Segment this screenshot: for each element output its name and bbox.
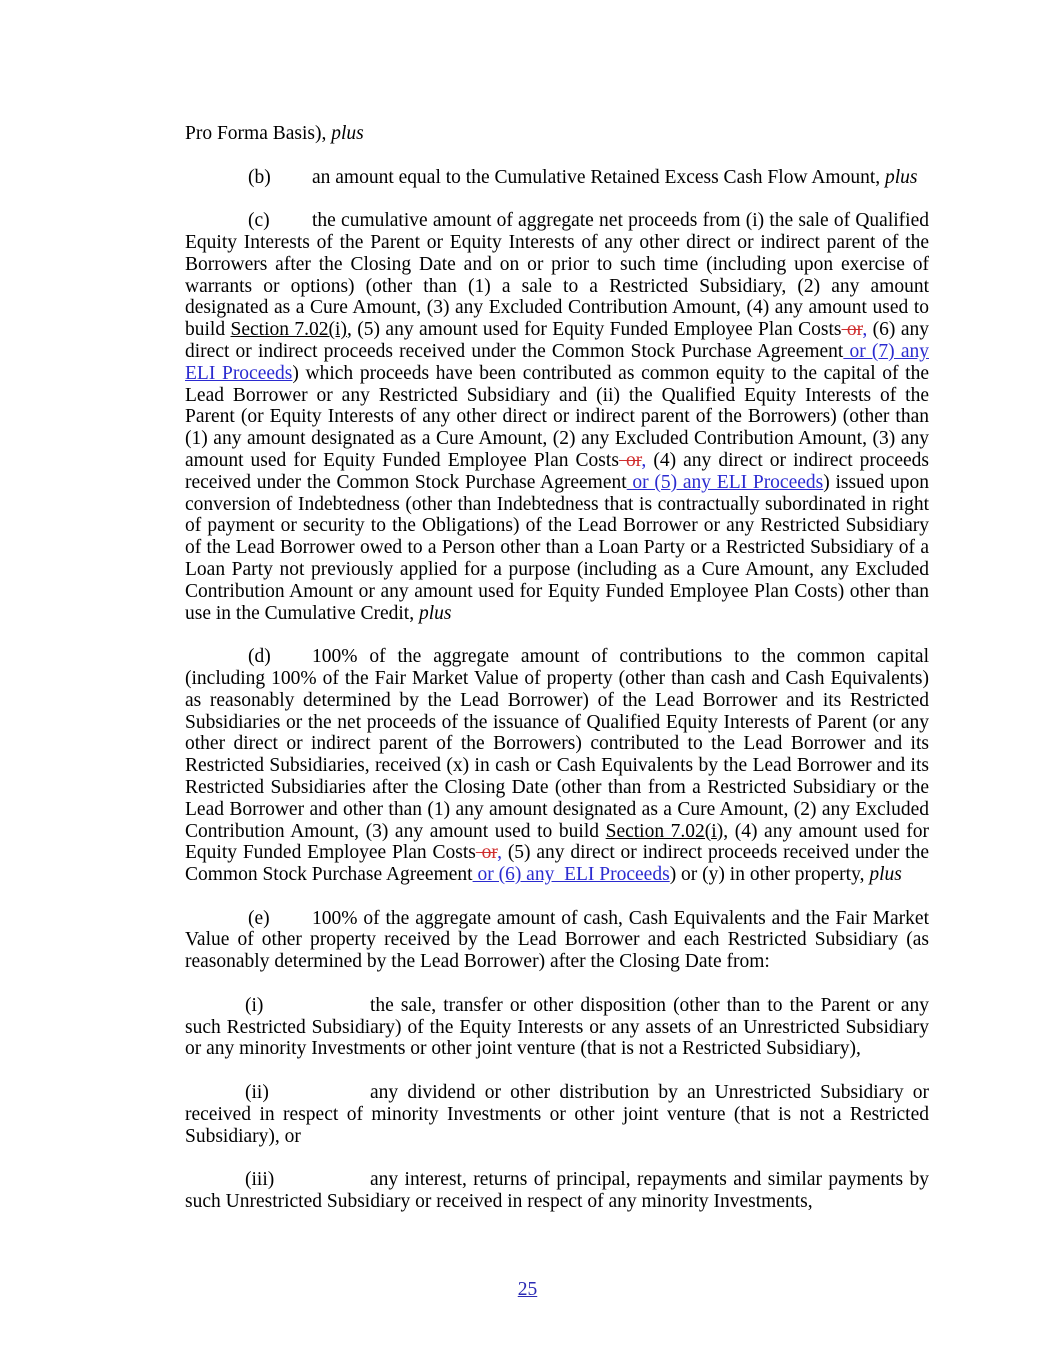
paragraph-b-plus-italic: plus — [885, 166, 918, 188]
inserted-text: or (5) any ELI Proceeds — [626, 471, 824, 493]
paragraph-c-text: , (5) any amount used for Equity Funded Employee Plan Costs — [346, 319, 842, 341]
paragraph-c-text: ) issued upon conversion of Indebtedness (other than Indebtedness that is contractually subordinated in right of payment or security to the Obligations) of the Lead Borrower or any Restricted Subsidiary of the Lead Borrower owed to a Person other than a Loan Party or a Restricted Subsidiary of a Loan Party not previously applied for a purpose (including as a Cure Amount, any Excluded Contribution Amount or any amount used for Equity Funded Employee Plan Costs) other than use in the Cumulative Credit, — [185, 471, 929, 624]
paragraph-b-label: (b) — [248, 166, 271, 188]
paragraph-c-plus-italic: plus — [418, 602, 452, 624]
paragraph-e — [185, 908, 929, 973]
paragraph-d-text: (5) any direct or indirect proceeds received under the Common Stock Purchase Agreement — [185, 842, 929, 886]
paragraph-d-label: (d) — [248, 646, 271, 668]
paragraph-d-plus-italic: plus — [869, 864, 902, 886]
inserted-text: or (7) any ELI Proceeds — [185, 340, 929, 384]
clause-i — [185, 995, 929, 1060]
clause-iii-text: any interest, returns of principal, repayments and similar payments by such Unrestricted Subsidiary or received in respect of any minority Investments, — [185, 1169, 929, 1213]
paragraph-c — [185, 210, 929, 624]
inserted-text: or (6) any ELI Proceeds — [472, 864, 670, 886]
inserted-text: , — [862, 319, 868, 341]
section-reference: Section 7.02(i), — [605, 820, 729, 842]
paragraph-c-label: (c) — [248, 210, 270, 232]
inserted-text: , — [641, 449, 647, 471]
clause-i-text: the sale, transfer or other disposition (other than to the Parent or any such Restricted Subsidiary) of the Equity Interests or any assets of an Unrestricted Subsidiary or any minority Investments or other joint venture (that is not a Restricted Subsidiary), — [185, 994, 929, 1060]
clause-ii-text: any dividend or other distribution by an Unrestricted Subsidiary or received in respect of minority Investments or other joint venture (that is not a Restricted Subsidiary), or — [185, 1082, 929, 1147]
paragraph-b-text: an amount equal to the Cumulative Retained Excess Cash Flow Amount, — [312, 166, 885, 188]
deleted-text: or — [618, 449, 642, 471]
paragraph-c-text: ) which proceeds have been contributed as common equity to the capital of the Lead Borrower or any Restricted Subsidiary and (ii) the Qualified Equity Interests of the Parent (or Equity Interests of any other direct or indirect parent of the Borrowers) (other than (1) any amount designated as a Cure Amount, (2) any Excluded Contribution Amount, (3) any amount used for Equity Funded Employee Plan Costs — [185, 362, 930, 471]
intro-text: Pro Forma Basis), — [185, 123, 332, 144]
paragraph-d-text: (4) any amount used for Equity Funded Employee Plan Costs — [185, 820, 929, 864]
paragraph-d-text: ) or (y) in other property, — [669, 864, 870, 886]
clause-ii-label: (ii) — [245, 1082, 269, 1104]
page-content — [185, 123, 929, 1235]
deleted-text: or — [841, 319, 863, 341]
clause-iii — [185, 1169, 929, 1213]
clause-ii — [185, 1082, 929, 1147]
paragraph-c-text: the cumulative amount of aggregate net proceeds from (i) the sale of Qualified Equity Interests of the Parent or Equity Interests of any other direct or indirect parent of the Borrowers after the Closing Date and on or prior to such time (including upon exercise of warrants or options) (other than (1) a sale to a Restricted Subsidiary, (2) any amount designated as a Cure Amount, (3) any Excluded Contribution Amount, (4) any amount used to build — [185, 210, 929, 341]
paragraph-intro — [185, 123, 929, 145]
paragraph-d — [185, 646, 929, 886]
paragraph-c-text: (4) any direct or indirect proceeds received under the Common Stock Purchase Agreement — [185, 449, 929, 493]
section-reference: Section 7.02(i) — [230, 319, 347, 341]
paragraph-b — [185, 167, 929, 189]
clause-i-label: (i) — [245, 994, 264, 1016]
page-number: 25 — [517, 1279, 538, 1300]
inserted-text: , — [497, 842, 502, 864]
deleted-text: or — [475, 842, 498, 864]
intro-plus-italic: plus — [331, 123, 364, 144]
page-footer — [0, 1279, 1055, 1301]
paragraph-c-text: (6) any direct or indirect proceeds received under the Common Stock Purchase Agreement — [185, 319, 929, 362]
paragraph-d-text: 100% of the aggregate amount of contributions to the common capital (including 100% of the Fair Market Value of property (other than cash and Cash Equivalents) as reasonably determined by the Lead Borrower) of the Lead Borrower and its Restricted Subsidiaries or the net proceeds of the issuance of Qualified Equity Interests of Parent (or any other direct or indirect parent of the Borrowers) contributed to the Lead Borrower and its Restricted Subsidiaries, received (x) in cash or Cash Equivalents by the Lead Borrower and its Restricted Subsidiaries after the Closing Date (other than from a Restricted Subsidiary or the Lead Borrower and other than (1) any amount designated as a Cure Amount, (2) any Excluded Contribution Amount, (3) any amount used to build — [185, 646, 929, 842]
paragraph-e-text: 100% of the aggregate amount of cash, Cash Equivalents and the Fair Market Value of other property received by the Lead Borrower and each Restricted Subsidiary (as reasonably determined by the Lead Borrower) after the Closing Date from: — [185, 907, 929, 973]
clause-iii-label: (iii) — [245, 1169, 275, 1191]
paragraph-e-label: (e) — [248, 907, 270, 929]
